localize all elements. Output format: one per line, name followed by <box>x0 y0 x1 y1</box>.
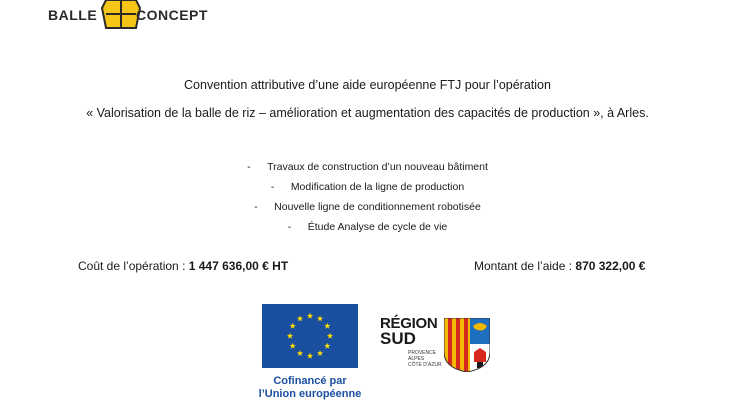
list-item-text: Travaux de construction d’un nouveau bâtiment <box>267 161 488 173</box>
eu-cofinance-text <box>248 375 372 401</box>
region-sud-wordmark <box>380 316 444 347</box>
region-sub-provence: PROVENCE <box>408 350 437 356</box>
balle-concept-logo <box>48 0 208 32</box>
eu-flag-logo <box>262 304 358 368</box>
cost-value: 1 447 636,00 € HT <box>188 259 289 273</box>
logo-word-balle: BALLE <box>48 7 98 23</box>
list-bullet: - <box>287 221 292 233</box>
works-list <box>0 157 735 237</box>
operation-cost <box>78 259 288 273</box>
list-bullet: - <box>254 201 258 213</box>
region-sub-alpes: ALPES <box>408 356 425 362</box>
convention-title: Convention attributive d’une aide européenne FTJ pour l’opération <box>184 78 551 92</box>
list-item <box>0 197 735 217</box>
list-item <box>0 217 735 237</box>
list-bullet: - <box>247 161 251 173</box>
aid-label: Montant de l’aide : <box>474 259 576 273</box>
region-word: RÉGION <box>380 315 438 332</box>
list-item-text: Étude Analyse de cycle de vie <box>307 221 448 233</box>
eu-text-line2: l’Union européenne <box>258 388 362 400</box>
region-coat-of-arms-icon <box>444 318 490 372</box>
cost-label: Coût de l’opération : <box>78 259 189 273</box>
operation-title: « Valorisation de la balle de riz – amélioration et augmentation des capacités de production », à Arles. <box>86 106 649 120</box>
list-item <box>0 177 735 197</box>
eu-text-line1: Cofinancé par <box>273 375 347 387</box>
aid-amount <box>474 259 645 273</box>
aid-value: 870 322,00 € <box>575 259 646 273</box>
region-sub-cote: CÔTE D’AZUR <box>408 362 442 368</box>
list-item-text: Nouvelle ligne de conditionnement robotisée <box>274 201 481 213</box>
list-bullet: - <box>270 181 275 193</box>
eu-flag-icon <box>262 304 358 368</box>
sud-word: SUD <box>380 329 416 348</box>
logo-word-concept: CONCEPT <box>136 7 208 23</box>
list-item-text: Modification de la ligne de production <box>290 181 465 193</box>
list-item <box>0 157 735 177</box>
region-shield-logo <box>444 318 490 372</box>
